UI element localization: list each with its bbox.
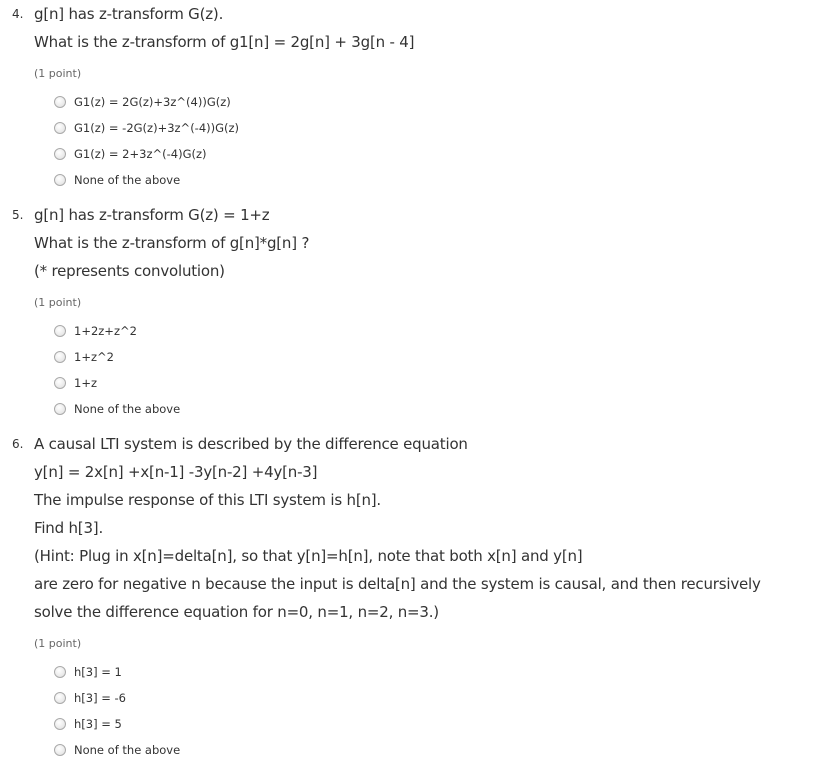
question-text: The impulse response of this LTI system is h[n]. — [34, 491, 381, 509]
question-text: are zero for negative n because the input is delta[n] and the system is causal, and then recursively — [34, 575, 761, 593]
option-label: h[3] = 1 — [74, 665, 122, 679]
question-text: g[n] has z-transform G(z). — [34, 5, 224, 23]
answer-option[interactable] — [54, 115, 830, 141]
radio-button[interactable] — [54, 666, 66, 678]
answer-option[interactable] — [54, 685, 830, 711]
question-text: (Hint: Plug in x[n]=delta[n], so that y[n]=h[n], note that both x[n] and y[n] — [34, 547, 583, 565]
answer-option[interactable] — [54, 370, 830, 396]
answer-option[interactable] — [54, 141, 830, 167]
answer-option[interactable] — [54, 344, 830, 370]
points-label: (1 point) — [34, 637, 82, 650]
option-label: 1+z — [74, 376, 97, 390]
question-text: A causal LTI system is described by the difference equation — [34, 435, 468, 453]
question-text: y[n] = 2x[n] +x[n-1] -3y[n-2] +4y[n-3] — [34, 463, 318, 481]
option-label: G1(z) = -2G(z)+3z^(-4))G(z) — [74, 121, 240, 135]
question-4 — [0, 0, 830, 193]
answer-option[interactable] — [54, 659, 830, 685]
radio-button[interactable] — [54, 148, 66, 160]
option-label: 1+2z+z^2 — [74, 324, 137, 338]
options-list — [54, 318, 830, 422]
option-label: None of the above — [74, 743, 181, 757]
radio-button[interactable] — [54, 744, 66, 756]
option-label: None of the above — [74, 173, 181, 187]
option-label: None of the above — [74, 402, 181, 416]
option-label: G1(z) = 2+3z^(-4)G(z) — [74, 147, 207, 161]
answer-option[interactable] — [54, 89, 830, 115]
question-text: Find h[3]. — [34, 519, 104, 537]
radio-button[interactable] — [54, 122, 66, 134]
radio-button[interactable] — [54, 718, 66, 730]
radio-button[interactable] — [54, 403, 66, 415]
question-number: 6. — [12, 437, 24, 451]
radio-button[interactable] — [54, 692, 66, 704]
points-label: (1 point) — [34, 296, 82, 309]
question-text: (* represents convolution) — [34, 262, 225, 280]
options-list — [54, 89, 830, 193]
answer-option[interactable] — [54, 167, 830, 193]
points-label: (1 point) — [34, 67, 82, 80]
question-text: What is the z-transform of g[n]*g[n] ? — [34, 234, 310, 252]
option-label: h[3] = 5 — [74, 717, 122, 731]
answer-option[interactable] — [54, 711, 830, 737]
question-6 — [0, 430, 830, 763]
question-text: What is the z-transform of g1[n] = 2g[n] + 3g[n - 4] — [34, 33, 415, 51]
radio-button[interactable] — [54, 174, 66, 186]
option-label: h[3] = -6 — [74, 691, 126, 705]
answer-option[interactable] — [54, 396, 830, 422]
question-number: 4. — [12, 7, 24, 21]
radio-button[interactable] — [54, 96, 66, 108]
options-list — [54, 659, 830, 763]
answer-option[interactable] — [54, 737, 830, 763]
answer-option[interactable] — [54, 318, 830, 344]
radio-button[interactable] — [54, 351, 66, 363]
question-number: 5. — [12, 208, 24, 222]
radio-button[interactable] — [54, 325, 66, 337]
question-5 — [0, 201, 830, 422]
question-text: g[n] has z-transform G(z) = 1+z — [34, 206, 270, 224]
radio-button[interactable] — [54, 377, 66, 389]
option-label: 1+z^2 — [74, 350, 114, 364]
question-text: solve the difference equation for n=0, n=1, n=2, n=3.) — [34, 603, 439, 621]
option-label: G1(z) = 2G(z)+3z^(4))G(z) — [74, 95, 231, 109]
